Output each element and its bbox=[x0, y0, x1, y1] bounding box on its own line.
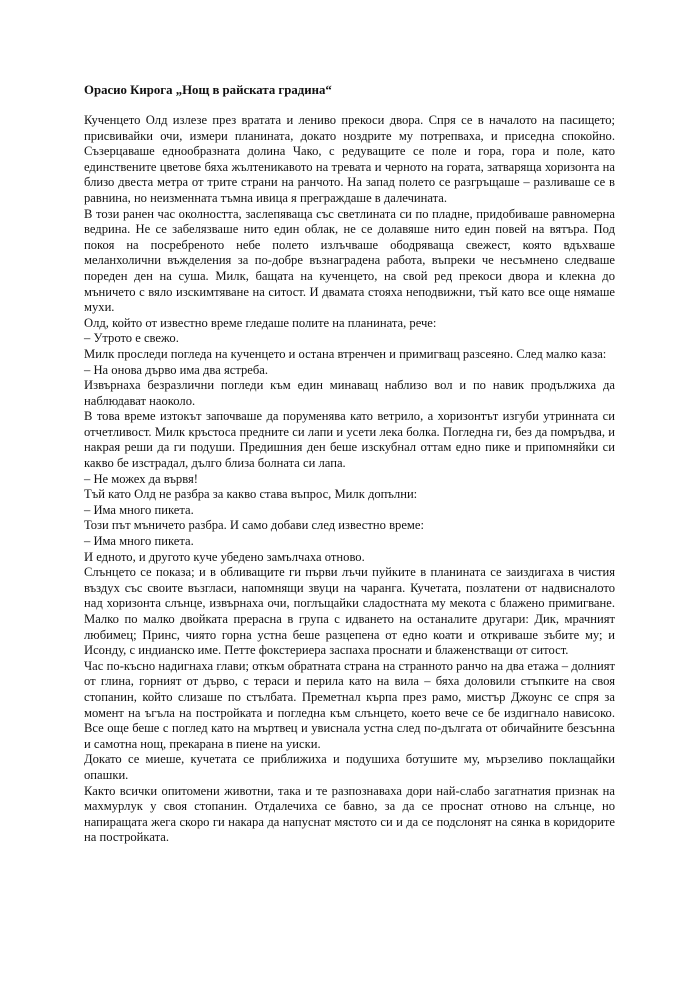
paragraph-9: – Не можех да вървя! bbox=[84, 471, 198, 486]
document-body bbox=[84, 82, 615, 846]
paragraph-6: – На онова дърво има два ястреба. bbox=[84, 362, 269, 377]
paragraph-2: В този ранен час околността, заслепяваща със светлината си по пладне, придобиваше равномерна ведрина. Не се забелязваше нито един облак, не се долавяше нито един повей на вятъра. Под покоя на посребреното небе полето излъчваше ободряваща свежест, която вдъхваше меланхолични въжделения за по-добре възнаградена работа, въпреки че несъмнено следваше пореден ден на суша. Милк, бащата на кученцето, на свой ред прекоси двора и клекна до мъничето с вяло изскимтяване на ситост. И двамата стояха неподвижни, тъй като все още нямаше мухи. bbox=[84, 206, 615, 315]
paragraph-12: Този път мъничето разбра. И само добави след известно време: bbox=[84, 518, 424, 533]
paragraph-17: Докато се миеше, кучетата се приближиха и подушиха ботушите му, мързеливо поклащайки опашки. bbox=[84, 752, 615, 782]
paragraph-3: Олд, който от известно време гледаше полите на планината, рече: bbox=[84, 315, 437, 330]
paragraph-18: Както всички опитомени животни, така и те разпознаваха дори най-слабо загатнатия признак на махмурлук у своя стопанин. Отдалечиха се бавно, за да се проснат отново на слънце, но напиращата жега скоро ги накара да напуснат мястото си и да се подслонят на сянка в коридорите на постройката. bbox=[84, 783, 615, 845]
paragraph-11: – Има много пикета. bbox=[84, 502, 194, 517]
paragraph-5: Милк проследи погледа на кученцето и остана втренчен и примигващ разсеяно. След малко каза: bbox=[84, 346, 607, 361]
paragraph-14: И едното, и другото куче убедено замълчаха отново. bbox=[84, 549, 365, 564]
document-title: Орасио Кирога „Нощ в райската градина“ bbox=[84, 83, 332, 97]
paragraph-8: В това време изтокът започваше да поруменява като ветрило, а хоризонтът изгуби утринната си отчетливост. Милк кръстоса предните си лапи и усети лека болка. Погледна ги, без да помръдва, и накрая реши да ги подуши. Предишния ден беше изскубнал оттам едно пике и припомняйки си какво бе изстрадал, дълго близа болната си лапа. bbox=[84, 409, 615, 471]
paragraph-10: Тъй като Олд не разбра за какво става въпрос, Милк допълни: bbox=[84, 487, 418, 502]
paragraph-15: Слънцето се показа; и в обливащите ги първи лъчи пуйките в планината се заиздигаха в чистия въздух със своите възгласи, напомнящи звуци на чаранга. Кучетата, позлатени от надвисналото над хоризонта слънце, извърнаха очи, поглъщайки сладостната му мекота с блажено примигване. Малко по малко двойката прерасна в група с идването на останалите другари: Дик, мрачният любимец; Принс, чиято горна устна беше разцепена от едно коати и откриваше зъбите му; и Исонду, с индианско име. Петте фокстериера заспаха проснати и блаженстващи от ситост. bbox=[84, 565, 615, 658]
paragraph-16: Час по-късно надигнаха глави; откъм обратната страна на странното ранчо на два етажа – долният от глина, горният от дърво, с тераси и перила като на вила – бяха доловили стъпките на своя стопанин, който слизаше по стълбата. Преметнал кърпа през рамо, мистър Джоунс се спря за момент на ъгъла на постройката и погледна към слънцето, което вече се бе издигнало нависоко. Все още беше с поглед като на мъртвец и увиснала устна след по-дългата от обичайните безсънна и самотна нощ, прекарана в пиене на уиски. bbox=[84, 658, 615, 751]
paragraph-4: – Утрото е свежо. bbox=[84, 331, 179, 346]
paragraph-7: Извърнаха безразлични погледи към един минаващ наблизо вол и по навик продължиха да наблюдават наоколо. bbox=[84, 378, 615, 408]
paragraph-13: – Има много пикета. bbox=[84, 534, 194, 549]
paragraph-1: Кученцето Олд излезе през вратата и лениво прекоси двора. Спря се в началото на пасището; присвивайки очи, измери планината, докато ноздрите му потрепваха, и приседна спокойно. Съзерцаваше еднообразната долина Чако, с редуващите се поле и гора, гора и поле, като единствените цветове бяха жълтеникавото на тревата и черното на гората, затваряща хоризонта на близо двеста метра от трите страни на ранчото. На запад полето се разгръщаше – разливаше се в равнина, но неизменната тъмна ивица я преграждаше в далечината. bbox=[84, 113, 615, 205]
